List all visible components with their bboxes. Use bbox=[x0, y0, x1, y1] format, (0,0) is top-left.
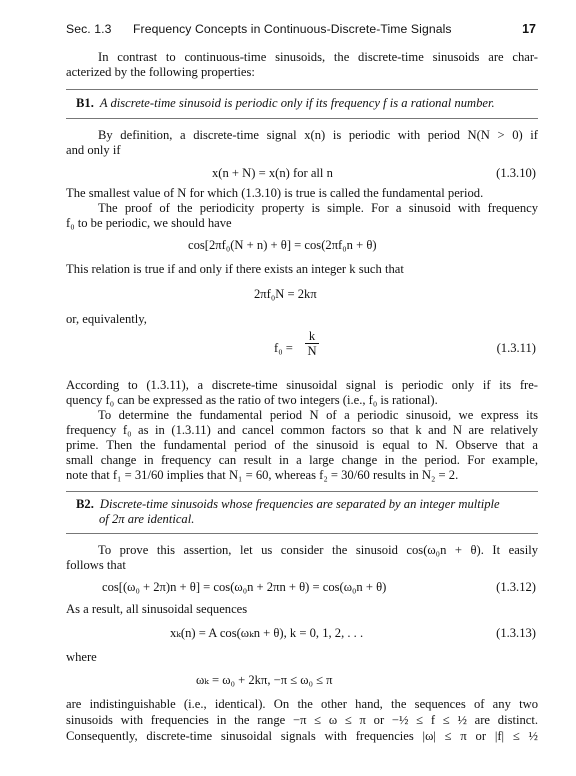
paragraph-line: quency f₀ can be expressed as the ratio of two integers (i.e., f₀ is rational). bbox=[66, 393, 438, 407]
equation: cos[(ω₀ + 2π)n + θ] = cos(ω₀n + 2πn + θ) = cos(ω₀n + θ) bbox=[102, 580, 387, 594]
equation: x(n + N) = x(n) for all n bbox=[212, 166, 333, 180]
paragraph-line: sinusoids with frequencies in the range −π ≤ ω ≤ π or −½ ≤ f ≤ ½ are distinct. bbox=[66, 713, 538, 727]
paragraph-line: To prove this assertion, let us consider the sinusoid cos(ω₀n + θ). It easily bbox=[98, 543, 538, 557]
equation: 2πf₀N = 2kπ bbox=[254, 287, 317, 301]
equation: xₖ(n) = A cos(ωₖn + θ), k = 0, 1, 2, . . . bbox=[170, 626, 364, 640]
paragraph-line: To determine the fundamental period N of a periodic sinusoid, we express its bbox=[98, 408, 538, 422]
property-rule-bottom bbox=[66, 118, 538, 119]
paragraph-line: f₀ to be periodic, we should have bbox=[66, 216, 232, 230]
paragraph-line: This relation is true if and only if there exists an integer k such that bbox=[66, 262, 404, 276]
property-label: B1. bbox=[76, 96, 94, 110]
fraction bbox=[305, 329, 319, 358]
property-rule-bottom bbox=[66, 533, 538, 534]
paragraph-line: Consequently, discrete-time sinusoidal signals with frequencies |ω| ≤ π or |f| ≤ ½ bbox=[66, 729, 538, 743]
paragraph-line: By definition, a discrete-time signal x(n) is periodic with period N(N > 0) if bbox=[98, 128, 538, 142]
running-header bbox=[66, 22, 536, 36]
paragraph-line: small change in frequency can result in a large change in the period. For example, bbox=[66, 453, 538, 467]
paragraph-line: or, equivalently, bbox=[66, 312, 147, 326]
property-statement: Discrete-time sinusoids whose frequencies are separated by an integer multiple bbox=[99, 497, 500, 511]
paragraph-line: follows that bbox=[66, 558, 126, 572]
property-statement: A discrete-time sinusoid is periodic only if its frequency f is a rational number. bbox=[99, 96, 495, 110]
equation-lhs: f₀ = bbox=[274, 341, 293, 355]
fraction-numerator: k bbox=[308, 329, 316, 343]
equation-number: (1.3.13) bbox=[496, 626, 536, 640]
equation-number: (1.3.12) bbox=[496, 580, 536, 594]
paragraph-line: prime. Then the fundamental period of the sinusoid is equal to N. Observe that a bbox=[66, 438, 538, 452]
section-number: Sec. 1.3 bbox=[66, 22, 112, 36]
property-statement: of 2π are identical. bbox=[99, 512, 195, 526]
paragraph-line: According to (1.3.11), a discrete-time sinusoidal signal is periodic only if its fre- bbox=[66, 378, 538, 392]
fraction-denominator: N bbox=[307, 344, 317, 358]
paragraph-line: In contrast to continuous-time sinusoids, the discrete-time sinusoids are char- bbox=[98, 50, 538, 64]
property-rule-top bbox=[66, 89, 538, 90]
property-rule-top bbox=[66, 491, 538, 492]
property-b2-continued bbox=[99, 512, 561, 527]
paragraph-line: The proof of the periodicity property is simple. For a sinusoid with frequency bbox=[98, 201, 538, 215]
paragraph-line: frequency f₀ as in (1.3.11) and cancel common factors so that k and N are relatively bbox=[66, 423, 538, 437]
paragraph-line: The smallest value of N for which (1.3.10) is true is called the fundamental period. bbox=[66, 186, 484, 200]
paragraph-line: are indistinguishable (i.e., identical). On the other hand, the sequences of any two bbox=[66, 697, 538, 711]
paragraph-line: and only if bbox=[66, 143, 121, 157]
equation: cos[2πf₀(N + n) + θ] = cos(2πf₀n + θ) bbox=[188, 238, 377, 252]
property-b2 bbox=[76, 497, 538, 512]
paragraph-line: acterized by the following properties: bbox=[66, 65, 255, 79]
property-b1 bbox=[76, 96, 538, 111]
equation-number: (1.3.10) bbox=[496, 166, 536, 180]
paragraph-line: note that f₁ = 31/60 implies that N₁ = 60, whereas f₂ = 30/60 results in N₂ = 2. bbox=[66, 468, 459, 482]
property-label: B2. bbox=[76, 497, 94, 511]
equation-number: (1.3.11) bbox=[496, 341, 536, 355]
paragraph-line: where bbox=[66, 650, 97, 664]
equation: ωₖ = ω₀ + 2kπ, −π ≤ ω₀ ≤ π bbox=[196, 673, 333, 687]
header-left bbox=[66, 22, 470, 36]
paragraph-line: As a result, all sinusoidal sequences bbox=[66, 602, 248, 616]
section-title: Frequency Concepts in Continuous-Discrete-Time Signals bbox=[133, 22, 452, 36]
page-number: 17 bbox=[522, 22, 536, 36]
